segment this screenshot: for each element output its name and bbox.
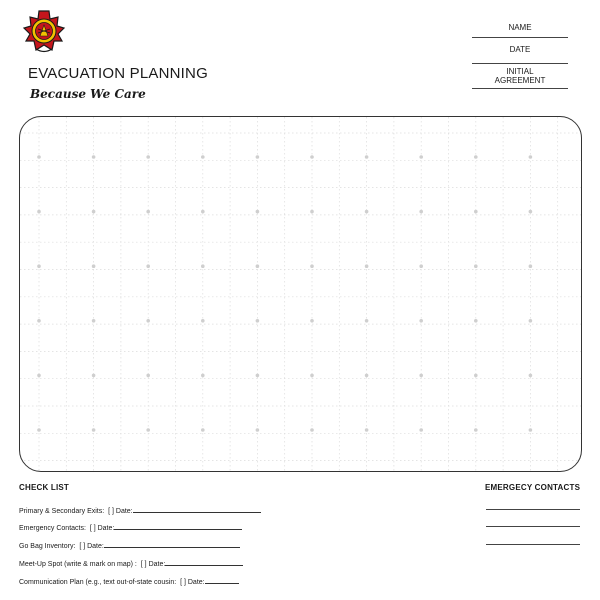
grid-dot [529, 155, 533, 159]
grid-pattern [20, 117, 581, 471]
emergency-contact-line[interactable] [486, 526, 580, 527]
grid-dot [146, 428, 150, 432]
date-field[interactable] [472, 45, 568, 64]
date-label: Date: [87, 543, 104, 550]
grid-dot [474, 319, 478, 323]
emergency-contact-line[interactable] [486, 509, 580, 510]
grid-dot [365, 374, 369, 378]
grid-dot [37, 155, 41, 159]
grid-dot [201, 319, 205, 323]
checklist-item-contacts[interactable] [19, 522, 242, 532]
grid-dot [256, 210, 260, 214]
emergency-contacts-title: EMERGECY CONTACTS [485, 483, 581, 492]
grid-dot [474, 210, 478, 214]
grid-dot [256, 374, 260, 378]
grid-dot [256, 155, 260, 159]
grid-dot [201, 155, 205, 159]
checkbox[interactable]: [ ] [108, 508, 114, 515]
grid-dot [529, 374, 533, 378]
grid-dot [419, 319, 423, 323]
grid-dot [310, 319, 314, 323]
grid-dot [37, 374, 41, 378]
grid-dot [201, 374, 205, 378]
grid-dot [146, 319, 150, 323]
grid-dot [365, 210, 369, 214]
grid-dot [310, 374, 314, 378]
checklist-item-label: Meet-Up Spot (write & mark on map) : [19, 561, 137, 568]
grid-dot [419, 155, 423, 159]
grid-dot [256, 264, 260, 268]
grid-dot [419, 264, 423, 268]
date-blank[interactable] [165, 558, 243, 566]
date-label: Date: [148, 561, 166, 568]
checklist-item-exits[interactable] [19, 505, 261, 515]
grid-dot [146, 210, 150, 214]
grid-dot [92, 155, 96, 159]
date-label: DATE [509, 45, 531, 54]
checkbox[interactable]: [ ] [89, 525, 96, 532]
grid-dot [419, 374, 423, 378]
grid-dot [201, 264, 205, 268]
checklist-title: CHECK LIST [19, 483, 69, 492]
grid-dot [37, 428, 41, 432]
checkbox[interactable]: [ ] [140, 561, 147, 568]
grid-dot [365, 264, 369, 268]
date-blank[interactable] [133, 505, 261, 513]
grid-dot [37, 264, 41, 268]
checkbox[interactable]: [ ] [180, 579, 186, 586]
grid-dot [529, 428, 533, 432]
grid-dot [256, 428, 260, 432]
date-blank[interactable] [205, 576, 239, 584]
grid-dot [92, 264, 96, 268]
date-label: Date: [115, 508, 133, 515]
grid-dot [365, 428, 369, 432]
name-line [472, 37, 568, 38]
grid-dot [529, 319, 533, 323]
date-line [472, 63, 568, 64]
grid-dot [92, 319, 96, 323]
grid-dot [310, 210, 314, 214]
emergency-contact-line[interactable] [486, 544, 580, 545]
grid-dot [37, 210, 41, 214]
checklist-item-label: Primary & Secondary Exits: [19, 508, 105, 515]
grid-dot [474, 374, 478, 378]
checklist-item-communication[interactable] [19, 576, 239, 586]
initial-agreement-label-line2: AGREEMENT [494, 76, 546, 85]
grid-dot [365, 319, 369, 323]
grid-dot [529, 210, 533, 214]
grid-dot [92, 428, 96, 432]
grid-dot [474, 155, 478, 159]
date-label: Date: [97, 525, 115, 532]
checkbox[interactable]: [ ] [79, 543, 86, 550]
grid-dot [201, 428, 205, 432]
evacuation-map-grid[interactable] [19, 116, 582, 472]
grid-dot [529, 264, 533, 268]
initial-agreement-label-line1: INITIAL [506, 67, 534, 76]
grid-dot [37, 319, 41, 323]
grid-dot [310, 264, 314, 268]
date-label: Date: [187, 579, 205, 586]
grid-dot [310, 428, 314, 432]
checklist-item-label: Emergency Contacts: [19, 525, 86, 532]
checklist-item-meet-up[interactable] [19, 558, 243, 568]
grid-dot [419, 210, 423, 214]
grid-dot [146, 155, 150, 159]
grid-dot [92, 210, 96, 214]
grid-dot [146, 374, 150, 378]
initial-agreement-line [472, 88, 568, 89]
date-blank[interactable] [104, 540, 240, 548]
date-blank[interactable] [114, 522, 242, 530]
grid-dot [365, 155, 369, 159]
grid-dot [201, 210, 205, 214]
page-title: EVACUATION PLANNING [28, 65, 208, 82]
checklist-item-label: Communication Plan (e.g., text out-of-state cousin: [19, 579, 177, 586]
name-label: NAME [508, 23, 532, 32]
grid-dot [146, 264, 150, 268]
grid-dot [256, 319, 260, 323]
initial-agreement-field[interactable] [472, 67, 568, 89]
tagline: Because We Care [30, 87, 146, 101]
grid-dot [474, 428, 478, 432]
grid-dot [92, 374, 96, 378]
fire-safety-badge-icon [22, 9, 66, 55]
grid-dot [419, 428, 423, 432]
grid-dot [474, 264, 478, 268]
grid-dot [310, 155, 314, 159]
checklist-item-go-bag[interactable] [19, 540, 240, 550]
name-field[interactable] [472, 23, 568, 38]
checklist-item-label: Go Bag Inventory: [19, 543, 76, 550]
